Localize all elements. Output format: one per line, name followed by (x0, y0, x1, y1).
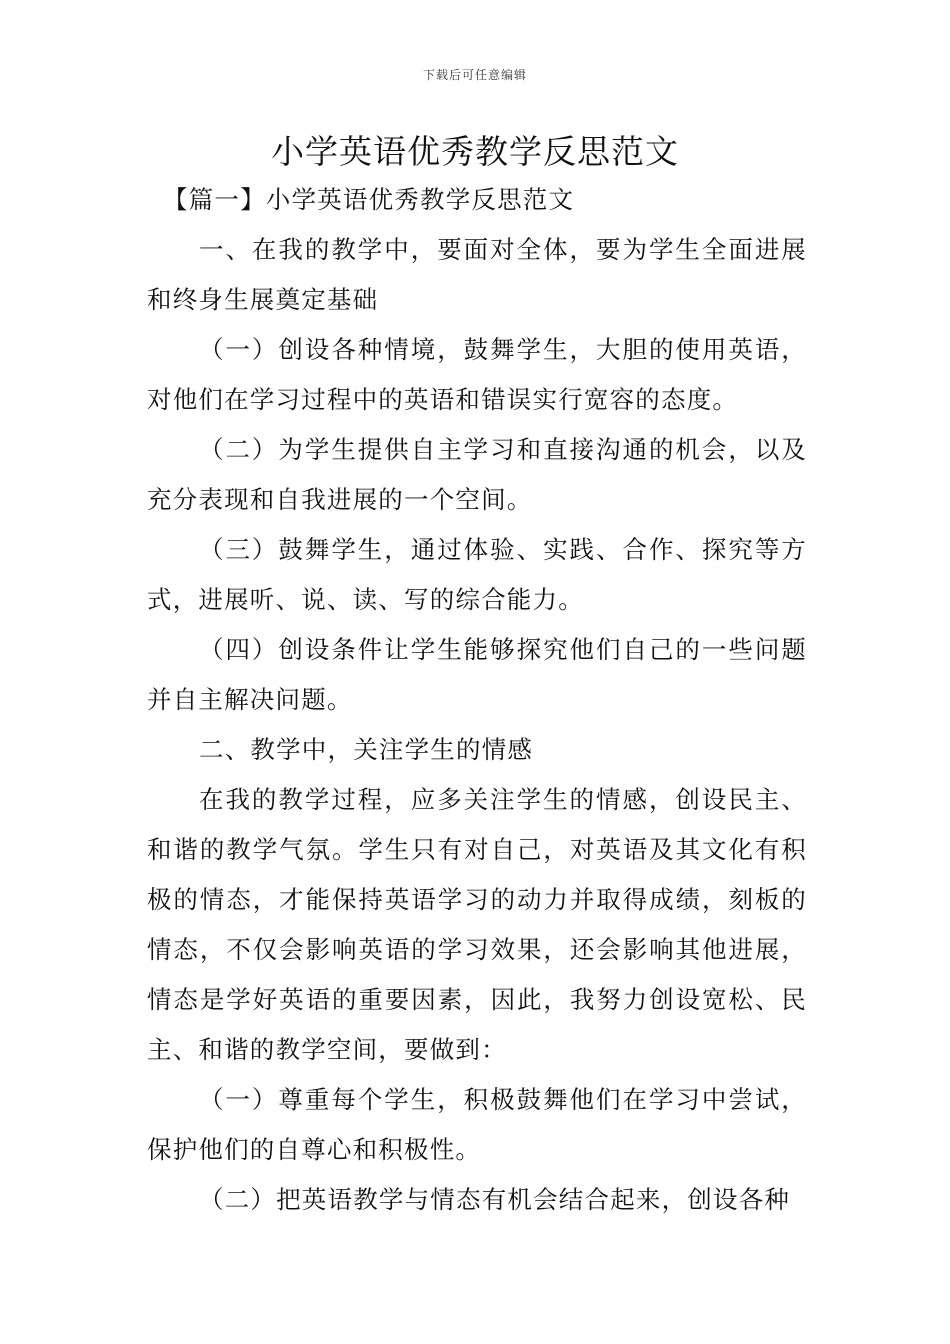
document-title: 小学英语优秀教学反思范文 (271, 132, 679, 171)
paragraph: （二）把英语教学与情态有机会结合起来，创设各种 (199, 1185, 791, 1214)
paragraph: （四）创设条件让学生能够探究他们自己的一些问题并自主解决问题。 (147, 635, 807, 714)
paragraph: 在我的教学过程，应多关注学生的情感，创设民主、和谐的教学气氛。学生只有对自己，对英语及其文化有积极的情态，才能保持英语学习的动力并取得成绩，刻板的情态，不仅会影响英语的学习效果，还会影响其他进展，情态是学好英语的重要因素，因此，我努力创设宽松、民主、和谐的教学空间，要做到： (147, 785, 807, 1064)
document-body (147, 175, 807, 1225)
paragraph: （二）为学生提供自主学习和直接沟通的机会，以及充分表现和自我进展的一个空间。 (147, 435, 807, 514)
section-heading: 【篇一】小学英语优秀教学反思范文 (163, 185, 575, 214)
page-header-note: 下载后可任意编辑 (422, 68, 527, 82)
paragraph: （三）鼓舞学生，通过体验、实践、合作、探究等方式，进展听、说、读、写的综合能力。 (147, 535, 807, 614)
paragraph: （一）创设各种情境，鼓舞学生，大胆的使用英语，对他们在学习过程中的英语和错误实行宽容的态度。 (147, 335, 807, 414)
paragraph: （一）尊重每个学生，积极鼓舞他们在学习中尝试，保护他们的自尊心和积极性。 (147, 1085, 807, 1164)
paragraph: 一、在我的教学中，要面对全体，要为学生全面进展和终身生展奠定基础 (147, 235, 807, 314)
paragraph: 二、教学中，关注学生的情感 (199, 735, 534, 764)
